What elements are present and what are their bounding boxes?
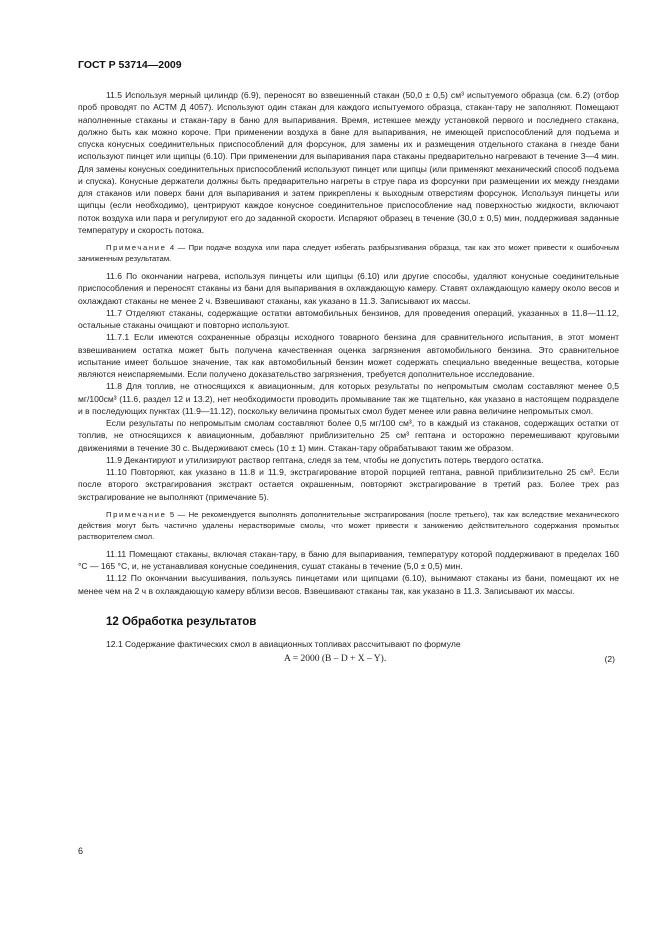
- paragraph-11-5: 11.5 Используя мерный цилиндр (6.9), переносят во взвешенный стакан (50,0 ± 0,5) см³ испытуемого образца (см. 6.2) (отбор проб проводят по АСТМ Д 4057). Используют один стакан для каждого испытуемого образца, стакан-тару не заполняют. Помещают наполненные стаканы и стакан-тару в баню для выпаривания. Время, истекшее между установкой первого и последнего стакана, должно быть как можно короче. При применении воздуха в бане для выпаривания, не имеющей приспособлений для подъема и спуска конусных соединительных приспособлений для форсунок, для замены их и размещения отдельного стакана в гнезде бани используют пинцет или щипцы (6.10). При применении для выпаривания пара стаканы предварительно нагревают в течение 3—4 мин. Для замены конусных соединительных приспособлений используют пинцет или щипцы (или применяют механический способ подъема и спуска). Конусные держатели должны быть предварительно нагреты в струе пара из форсунки при размещении их между гнездами для стаканов или поверх бани для выпаривания и затем прикреплены к выходным отверстиям форсунок. Используя пинцеты или щипцы (если необходимо), центрируют каждое конусное соединительное приспособление над поверхностью жидкости, включают поток воздуха или пара и регулируют его до заданной скорости. Испаряют образец в течение (30,0 ± 0,5) мин, поддерживая заданные температуру и скорость потока.: [78, 90, 619, 235]
- paragraph-12-1: 12.1 Содержание фактических смол в авиационных топливах рассчитывают по формуле: [106, 638, 461, 649]
- page-content: [78, 89, 619, 670]
- paragraph-11-6: 11.6 По окончании нагрева, используя пинцеты или щипцы (6.10) или другие способы, удаляют конусные соединительные приспособления и переносят стаканы из бани для выпаривания в охлаждающую камеру. Ставят охлаждающую камеру около весов и охлаждают стаканы не менее 2 ч. Взвешивают стаканы, как указано в 11.3. Записывают их массы.: [78, 271, 619, 306]
- page-number: 6: [78, 846, 84, 856]
- note-5: [78, 509, 619, 542]
- paragraph-11-7-1: 11.7.1 Если имеются сохраненные образцы исходного товарного бензина для сравнительного испытания, в этот момент взвешиванием остатка может быть получена качественная оценка загрязнения автомобильного бензина. Это сравнительное испытание имеет большое значение, так как автомобильный бензин может содержать специально введенные вещества, которые являются неиспаряемыми. Если получено доказательство загрязнения, требуется дополнительное исследование.: [78, 332, 619, 379]
- paragraph-11-11: 11.11 Помещают стаканы, включая стакан-тару, в баню для выпаривания, температуру которой поддерживают в пределах 160 °С — 165 °С, и, не устанавливая конусные соединения, сушат стаканы в течение (5,0 ± 0,5) мин.: [78, 548, 619, 571]
- paragraph-11-8-cont: Если результаты по непромытым смолам составляют более 0,5 мг/100 см³, то в каждый из стаканов, содержащих остатки от топлив, не относящихся к авиационным, добавляют приблизительно 25 см³ гептана и осторожно перемешивают круговыми движениями в течение 30 с. Выдерживают смесь (10 ± 1) мин. Стакан-тару обрабатывают таким же образом.: [78, 418, 619, 453]
- formula-expression: A = 2000 (B – D + X – Y).: [284, 654, 387, 664]
- note-text: 4 — При подаче воздуха или пара следует избегать разбрызгивания образца, так как это может привести к ошибочным заниженным результатам.: [78, 243, 619, 263]
- formula: [78, 654, 619, 670]
- note-label: Примечание: [106, 243, 167, 252]
- paragraph-11-7: 11.7 Отделяют стаканы, содержащие остатки автомобильных бензинов, для проведения операций, указанных в 11.8—11.12, остальные стаканы очищают и повторно используют.: [78, 307, 619, 330]
- paragraph-11-12: 11.12 По окончании высушивания, пользуясь пинцетами или щипцами (6.10), вынимают стаканы из бани, помещают их не менее чем на 2 ч в охлаждающую камеру вблизи весов. Взвешивают стаканы так, как указано в 11.3. Записывают их массы.: [78, 573, 619, 596]
- note-text: 5 — Не рекомендуется выполнять дополнительные экстрагирования (после третьего), так как вследствие механического действия могут быть частично удалены нерастворимые смолы, что может привести к занижению действительного содержания промытых растворителем смол.: [78, 509, 619, 541]
- note-4: [78, 242, 619, 264]
- paragraph-11-9: 11.9 Декантируют и утилизируют раствор гептана, следя за тем, чтобы не допустить потерь твердого остатка.: [106, 454, 544, 465]
- section-heading: 12 Обработка результатов: [106, 615, 257, 628]
- paragraph-11-8: 11.8 Для топлив, не относящихся к авиационным, для которых результаты по непромытым смолам составляют менее 0,5 мг/100см³ (11.6, раздел 12 и 13.2), нет необходимости проводить промывание так же тщательно, как указано в настоящем подразделе и в последующих пунктах (11.9—11.12), поскольку величина промытых смол будет менее или равна величине непромытых смол.: [78, 381, 619, 416]
- formula-number: (2): [604, 654, 615, 664]
- note-label: Примечание: [106, 509, 167, 519]
- paragraph-11-10: 11.10 Повторяют, как указано в 11.8 и 11.9, экстрагирование второй порцией гептана, равной приблизительно 25 см³. Если после второго экстрагирования экстракт остается окрашенным, повторяют экстрагирование в третий раз. Более трех раз экстрагирование не выполняют (примечание 5).: [78, 467, 619, 502]
- document-header: ГОСТ Р 53714—2009: [78, 59, 182, 71]
